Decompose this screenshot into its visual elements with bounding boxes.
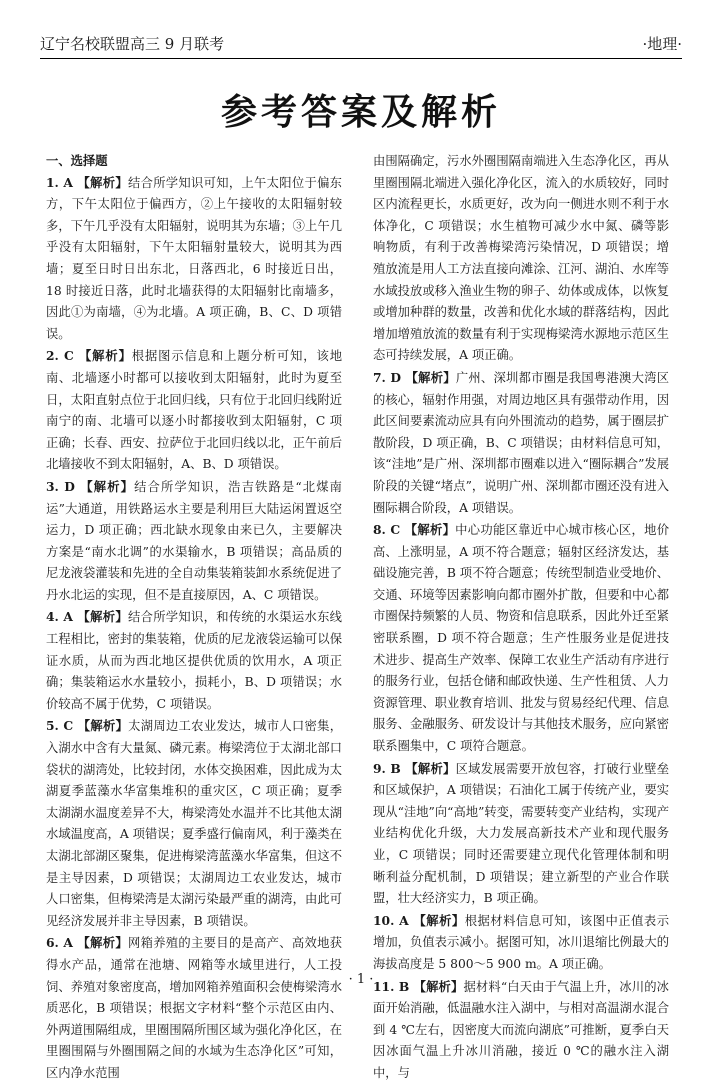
answer-lead: 9. B 【解析】 [373,760,456,776]
answer-text: 结合所学知识，和传统的水渠运水东线工程相比，密封的集装箱，优质的尼龙液袋运输可以保证水质，从而为西北地区提供优质的饮用水，A 项正确；集装箱运水水量较小，损耗小，B、D 项错误；水价较高不属于优势，C 项错误。 [46,610,342,711]
answer-item [373,758,669,910]
answer-item [46,172,342,346]
answer-text: 太湖周边工农业发达，城市人口密集，入湖水中含有大量氮、磷元素。梅梁湾位于太湖北部口袋状的湖湾处，比较封闭，水体交换困难，因此成为太湖夏季蓝藻水华富集堆积的重灾区，C 项正确；夏季太湖湖水温度差异不大，梅梁湾处水温并不比其他太湖水域温度高，A 项错误；夏季盛行偏南风，利于藻类在太湖北部湖区聚集，促进梅梁湾蓝藻水华富集，但这不是主导因素，D 项错误；太湖周边工农业发达，城市人口密集，但梅梁湾是太湖污染最严重的湖湾，由此可见经济发展并非主导因素，B 项错误。 [46,719,342,928]
left-column [46,150,342,1085]
answer-lead: 6. A 【解析】 [46,935,128,951]
answer-text: 由围隔确定，污水外圈围隔南端进入生态净化区，再从里圈围隔北端进入强化净化区，流入的水质较好，同时区内流程更长，水质更好，改为向一侧进水则不利于水体净化，C 项错误；水生植物可减少水中氮、磷等影响物质，有利于改善梅梁湾污染情况，D 项错误；增殖放流是用人工方法直接向滩涂、江河、湖泊、水库等水域投放或移入渔业生物的卵子、幼体或成体，以恢复或增加种群的数量，改善和优化水域的群落结构，因此增加增殖放流的数量有利于实现梅梁湾水源地示范区生态可持续发展，A 项正确。 [373,154,669,363]
answer-lead: 11. B 【解析】 [373,978,464,994]
answer-text: 广州、深圳都市圈是我国粤港澳大湾区的核心，辐射作用强，对周边地区具有强带动作用，因此区间要素流动应具有向外围流动的趋势，属于圈层扩散阶段，D 项正确，B、C 项错误；由材料信息可知，该“洼地”是广州、深圳都市圈难以进入“圈际耦合”发展阶段的关键“堵点”，说明广州、深圳都市圈还没有进入圈际耦合阶段，A 项错误。 [373,370,669,515]
answer-lead: 8. C 【解析】 [373,522,456,538]
answer-item [46,606,342,715]
answer-text: 网箱养殖的主要目的是高产、高效地获得水产品，通常在池塘、网箱等水域里进行，人工投饲、养殖对象密度高，增加网箱养殖面积会使梅梁湾水质恶化，B 项错误；根据文字材料“整个示范区由内、外两道围隔组成，里圈围隔所围区域为强化净化区，在里圈围隔与外圈围隔之间的水域为生态净化区”可知，区内净水范围 [46,936,342,1080]
page-number: · 1 · [348,972,374,987]
answer-lead: 2. C 【解析】 [46,348,132,364]
answer-item [373,367,669,519]
answer-item [46,345,342,476]
answer-item [46,715,342,932]
answer-text: 根据图示信息和上题分析可知，该地南、北墙逐小时都可以接收到太阳辐射，此时为夏至日，太阳直射点位于北回归线，只有位于北回归线附近南宁的南、北墙可以逐小时都接收到太阳辐射，C 项正确；长春、西安、拉萨位于北回归线以北，正午前后北墙接收不到太阳辐射，A、B、D 项错误。 [46,349,342,472]
section-heading: 一、选择题 [46,153,108,168]
answer-item [373,910,669,976]
answer-item [373,976,669,1085]
answer-text: 结合所学知识，浩吉铁路是“北煤南运”大通道，用铁路运水主要是利用巨大陆运闲置返空运力，D 项正确；西北缺水现象由来已久，主要解决方案是“南水北调”的水渠输水，B 项错误；高品质的尼龙液袋灌装和先进的全自动集装箱装卸水系统促进了丹水北运的实现，但不是直接原因，A、C 项错误。 [46,479,342,602]
exam-name: 辽宁名校联盟高三 9 月联考 [40,35,225,53]
answer-text: 中心功能区靠近中心城市核心区，地价高、上涨明显，A 项不符合题意；辐射区经济发达，基础设施完善，B 项不符合题意；传统型制造业受地价、交通、环境等因素影响向都市圈外扩散，但要和中心都市圈保持频繁的人员、物资和信息联系，因此外迁至紧密联系圈，D 项不符合题意；生产性服务业是促进技术进步、提高生产效率、保障工农业生产活动有序进行的服务行业，包括仓储和邮政快递、生产性租赁、人力资源管理、职业教育培训、批发与贸易经纪代理、信息服务、金融服务、研发设计与其他技术服务，应向紧密联系圈集中，C 项符合题意。 [373,523,669,754]
page-header [40,34,682,59]
answer-text: 区域发展需要开放包容，打破行业壁垒和区域保护，A 项错误；石油化工属于传统产业，要实现从“洼地”向“高地”转变，需要转变产业结构，实现产业结构优化升级，大力发展高新技术产业和现代服务业，C 项错误；同时还需要建立现代化管理体制和明晰利益分配机制，D 项错误；建立新型的产业合作联盟，壮大经济实力，B 项正确。 [373,761,669,906]
document-title: 参考答案及解析 [220,92,501,133]
answer-text: 据材料“白天由于气温上升，冰川的冰面开始消融，低温融水注入湖中，与相对高温湖水混合到 4 ℃左右，因密度大而流向湖底”可推断，夏季白天因冰面气温上升冰川消融，接近 0 ℃的融水注入湖中，与 [373,979,669,1080]
answer-text: 结合所学知识可知，上午太阳位于偏东方，下午太阳位于偏西方，②上午接收的太阳辐射较多，下午几乎没有太阳辐射，说明其为东墙；③上午几乎没有太阳辐射，下午太阳辐射量较大，说明其为西墙；夏至日时日出东北，日落西北，6 时接近日出，18 时接近日落，此时北墙获得的太阳辐射比南墙多，因此①为南墙，④为北墙。A 项正确，B、C、D 项错误。 [46,175,342,341]
answer-item [373,150,669,367]
answer-lead: 4. A 【解析】 [46,609,128,625]
answer-lead: 5. C 【解析】 [46,718,129,734]
answer-text: 根据材料信息可知，该图中正值表示增加，负值表示减小。据图可知，冰川退缩比例最大的海拔高度是 5 800～5 900 m。A 项正确。 [373,913,669,971]
answer-lead: 1. A 【解析】 [46,174,128,190]
answer-lead: 3. D 【解析】 [46,478,135,494]
answer-item [46,932,342,1084]
right-column [373,150,669,1085]
subject-label: ·地理· [642,35,682,53]
answer-item [373,519,669,758]
answer-lead: 7. D 【解析】 [373,369,456,385]
answer-item [46,476,342,607]
answer-lead: 10. A 【解析】 [373,912,465,928]
